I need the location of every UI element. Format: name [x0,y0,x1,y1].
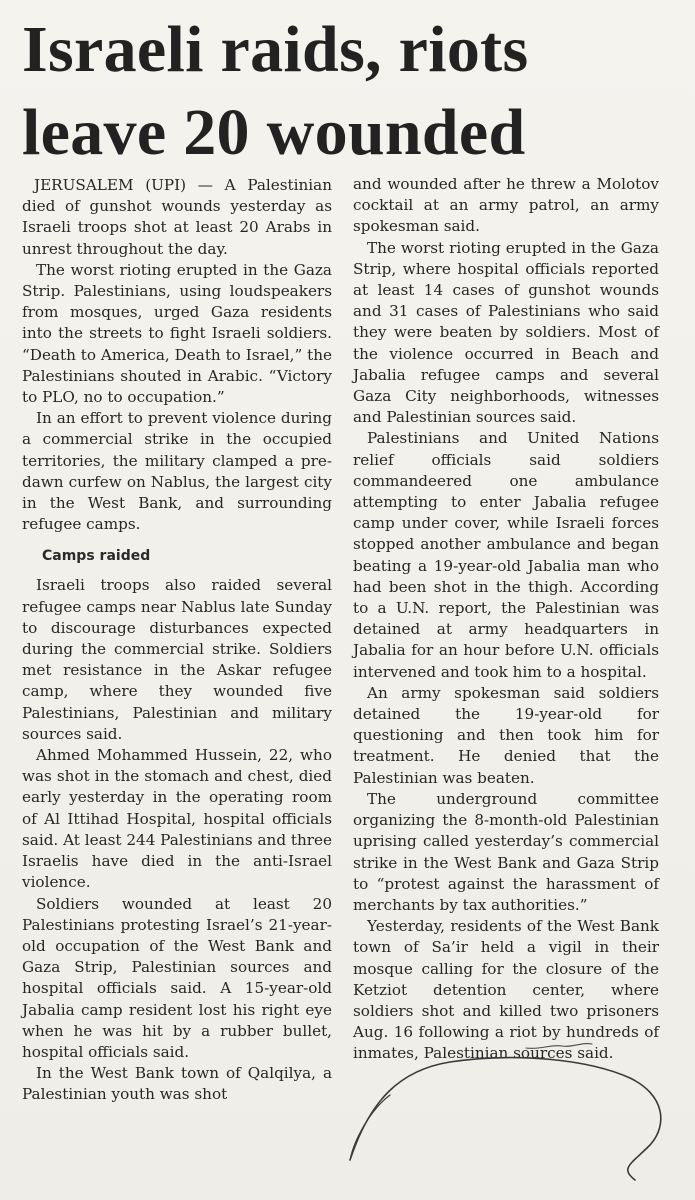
paragraph: In an effort to prevent violence during a commercial strike in the occupied territories, the military clamped a pre-dawn curfew on Nablus, the largest city in the West Bank, and surrounding refugee camps. [22,409,332,534]
paragraph: The worst rioting erupted in the Gaza Strip, where hospital officials reported at least 14 cases of gunshot wounds and 31 cases of Palestinians who said they were beaten by soldiers. Most of the violence occurred in Beach and Jabalia refugee camps and several Gaza City neighborhoods, witnesses and Palestinian sources said. [353,238,659,427]
paragraph: The underground committee organizing the 8-month-old Palestinian uprising called yesterday’s commercial strike in the West Bank and Gaza Strip to “protest against the harassment of merchants by tax authorities.” [353,789,659,914]
paragraph: Soldiers wounded at least 20 Palestinians protesting Israel’s 21-year-old occupation of the West Bank and Gaza Strip, Palestinian sources and hospital officials said. A 15-year-old Jabalia camp resident lost his right eye when he was hit by a rubber bullet, hospital officials said. [22,894,332,1061]
headline-line-1: Israeli raids, riots [22,13,529,86]
article-column-right [353,174,659,1065]
paragraph: Palestinians and United Nations relief officials said soldiers commandeered one ambulance attempting to enter Jabalia refugee camp under cover, while Israeli forces stopped another ambulance and began beating a 19-year-old Jabalia man who had been shot in the thigh. According to a U.N. report, the Palestinian was detained at army headquarters in Jabalia for an hour before U.N. officials intervened and took him to a hospital. [353,429,659,681]
headline [22,8,682,174]
paragraph-dateline: JERUSALEM (UPI) — A Palestinian died of gunshot wounds yesterday as Israeli troops shot at least 20 Arabs in unrest throughout the day. [22,176,332,258]
paragraph: Ahmed Mohammed Hussein, 22, who was shot in the stomach and chest, died early yesterday in the operating room of Al Ittihad Hospital, hospital officials said. At least 244 Palestinians and three Israelis have died in the anti-Israel violence. [22,746,332,892]
paragraph: Israeli troops also raided several refugee camps near Nablus late Sunday to discourage disturbances expected during the commercial strike. Soldiers met resistance in the Askar refugee camp, where they wounded five Palestinians, Palestinian and military sources said. [22,576,332,743]
paragraph: An army spokesman said soldiers detained the 19-year-old for questioning and then took him for treatment. He denied that the Palestinian was beaten. [353,683,659,787]
paragraph: Yesterday, residents of the West Bank town of Sa’ir held a vigil in their mosque calling for the closure of the Ketziot detention center, where soldiers shot and killed two prisoners Aug. 16 following a riot by hundreds of inmates, Palestinian sources said. [353,917,659,1063]
paragraph: In the West Bank town of Qalqilya, a Palestinian youth was shot [22,1064,332,1104]
paragraph: The worst rioting erupted in the Gaza Strip. Palestinians, using loudspeakers from mosques, urged Gaza residents into the streets to fight Israeli soldiers. “Death to America, Death to Israel,” the Palestinians shouted in Arabic. “Victory to PLO, no to occupation.” [22,260,332,407]
headline-line-2: leave 20 wounded [22,96,526,169]
article-column-left [22,175,332,1106]
paragraph-continued: and wounded after he threw a Molotov cocktail at an army patrol, an army spokesman said. [353,175,659,236]
subhead-camps-raided: Camps raided [42,548,151,565]
